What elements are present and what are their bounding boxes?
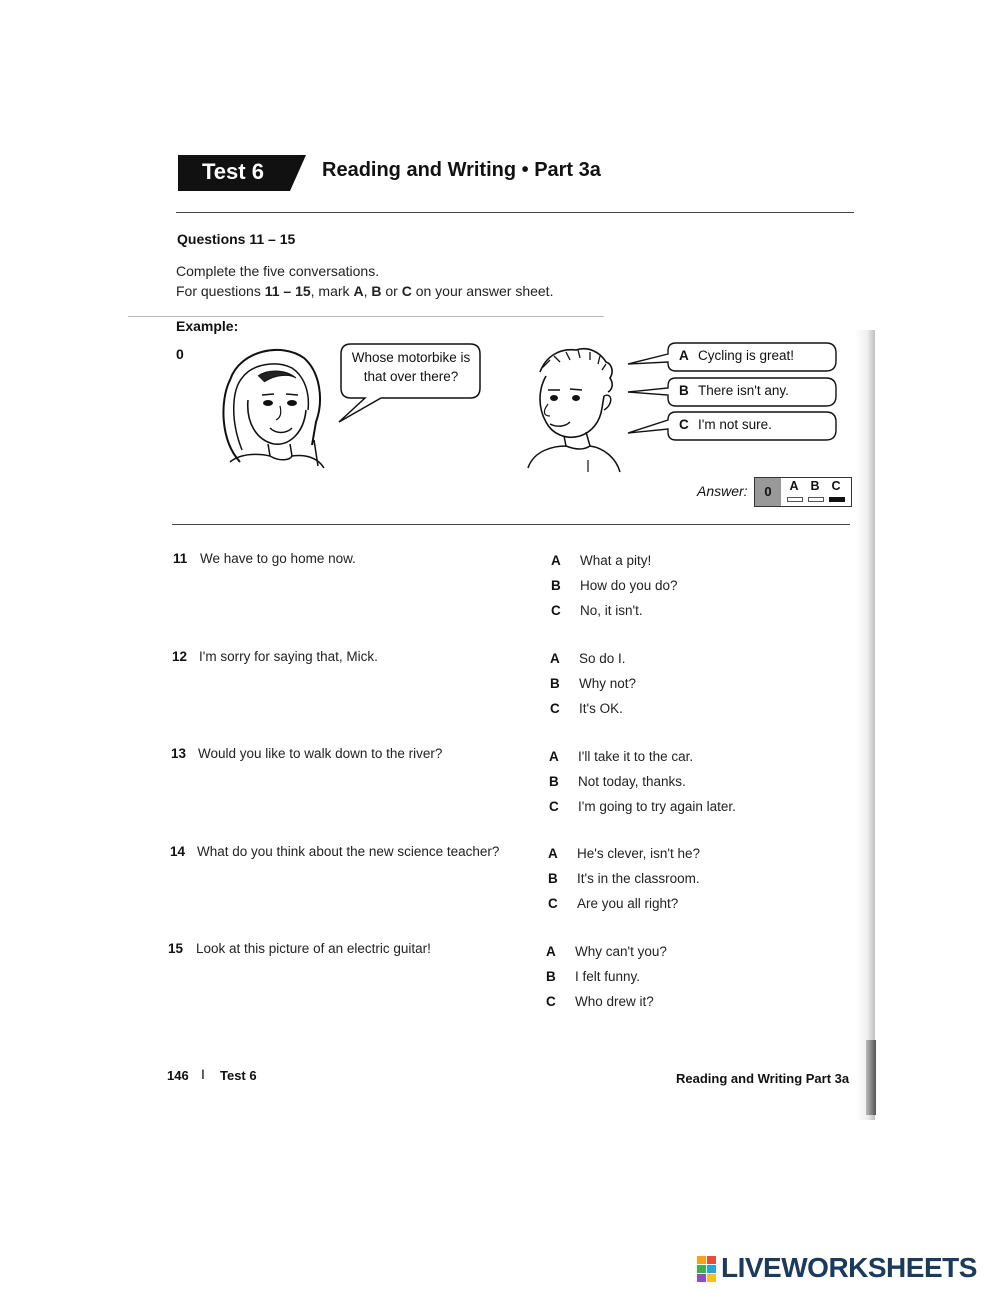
speech-line-1: Whose motorbike is [351, 350, 471, 365]
option-letter: B [550, 676, 560, 691]
option-letter: C [550, 701, 560, 716]
question-number: 15 [168, 941, 184, 956]
option-letter: A [549, 749, 559, 764]
option-letter: C [546, 994, 556, 1009]
option-text: Not today, thanks. [578, 774, 686, 789]
example-number: 0 [176, 346, 184, 362]
option-letter: B [549, 774, 559, 789]
option-text: I'll take it to the car. [578, 749, 694, 764]
instruction-line-1: Complete the five conversations. [176, 263, 380, 279]
scan-page-edge-dark [866, 1040, 876, 1115]
option-text: I felt funny. [575, 969, 641, 984]
option-letter: A [551, 553, 561, 568]
question-text: What do you think about the new science teacher? [197, 844, 500, 859]
example-divider [172, 524, 850, 525]
example-speech-bubble [337, 343, 482, 423]
answer-letter-c: C [831, 479, 841, 493]
footer-section-label: Reading and Writing Part 3a [676, 1071, 850, 1086]
answer-number: 0 [755, 478, 781, 506]
answer-letter-a: A [789, 479, 799, 493]
question-text: Look at this picture of an electric guitar! [196, 941, 431, 956]
question-text: We have to go home now. [200, 551, 356, 566]
speech-line-2: that over there? [363, 369, 459, 384]
page-title: Reading and Writing • Part 3a [322, 159, 601, 181]
option-letter: C [679, 417, 689, 432]
scan-page-edge-shadow [855, 330, 875, 1120]
option-text: I'm not sure. [698, 417, 772, 432]
test-tab [178, 155, 306, 191]
option-letter: A [548, 846, 558, 861]
option-text: Why can't you? [575, 944, 667, 959]
answer-mark-b [808, 497, 824, 502]
answer-sheet-sample [754, 477, 852, 507]
girl-illustration [212, 340, 332, 472]
liveworksheets-logo-icon [697, 1256, 719, 1282]
option-text: He's clever, isn't he? [577, 846, 700, 861]
option-text: How do you do? [580, 578, 678, 593]
question-number: 12 [172, 649, 188, 664]
option-text: What a pity! [580, 553, 652, 568]
footer-page-number: 146 [167, 1068, 189, 1083]
footer-separator: I [201, 1066, 205, 1082]
option-text: It's in the classroom. [577, 871, 700, 886]
example-option-a [626, 342, 838, 372]
footer-test-label: Test 6 [220, 1068, 257, 1083]
option-text: There isn't any. [698, 383, 789, 398]
option-letter: A [679, 348, 689, 363]
question-text: Would you like to walk down to the river? [198, 746, 443, 761]
option-text: I'm going to try again later. [578, 799, 736, 814]
question-number: 11 [173, 551, 188, 566]
option-letter: C [551, 603, 561, 618]
boy-illustration [520, 342, 630, 474]
answer-mark-c-filled [829, 497, 845, 502]
example-option-b [626, 377, 838, 407]
option-letter: B [679, 383, 689, 398]
test-tab-label: Test 6 [202, 159, 264, 184]
answer-mark-a [787, 497, 803, 502]
liveworksheets-wordmark: LIVEWORKSHEETS [721, 1252, 977, 1283]
option-letter: C [548, 896, 558, 911]
option-letter: C [549, 799, 559, 814]
example-label: Example: [176, 318, 239, 334]
question-number: 13 [171, 746, 187, 761]
option-text: So do I. [579, 651, 626, 666]
question-number: 14 [170, 844, 186, 859]
questions-heading: Questions 11 – 15 [177, 231, 296, 247]
option-text: Cycling is great! [698, 348, 795, 363]
example-faint-rule [128, 316, 604, 317]
option-text: Why not? [579, 676, 637, 691]
option-letter: B [548, 871, 558, 886]
answer-label: Answer: [697, 483, 748, 499]
option-text: Are you all right? [577, 896, 679, 911]
question-text: I'm sorry for saying that, Mick. [199, 649, 378, 664]
answer-letter-b: B [810, 479, 820, 493]
header-divider [176, 212, 854, 213]
option-letter: A [546, 944, 556, 959]
example-option-c [626, 411, 838, 441]
option-letter: B [546, 969, 556, 984]
option-text: No, it isn't. [580, 603, 643, 618]
option-letter: B [551, 578, 561, 593]
instruction-line-2: For questions 11 – 15, mark A, B or C on your answer sheet. [176, 283, 554, 299]
option-text: It's OK. [579, 701, 623, 716]
option-letter: A [550, 651, 560, 666]
option-text: Who drew it? [575, 994, 654, 1009]
